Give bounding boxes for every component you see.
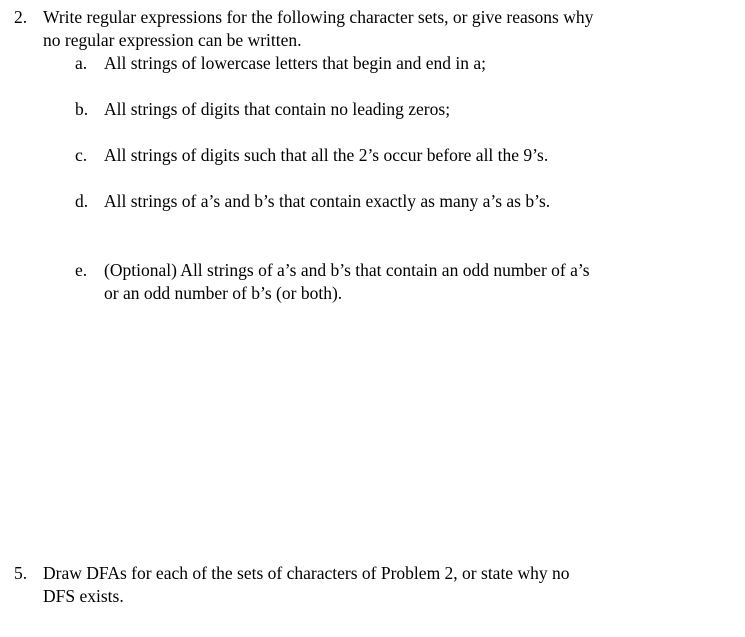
item-a-marker: a. bbox=[75, 53, 88, 73]
problem-2-text-line-2: no regular expression can be written. bbox=[43, 30, 302, 50]
problem-5-text-line-1: Draw DFAs for each of the sets of characters of Problem 2, or state why no bbox=[43, 563, 570, 583]
item-c-text: All strings of digits such that all the 2’s occur before all the 9’s. bbox=[104, 145, 549, 165]
problem-5-number: 5. bbox=[14, 563, 28, 583]
problem-2-number: 2. bbox=[14, 7, 28, 27]
item-c-marker: c. bbox=[75, 145, 88, 165]
problem-5-text-line-2: DFS exists. bbox=[43, 586, 124, 606]
item-e-text-line-1: (Optional) All strings of a’s and b’s that contain an odd number of a’s bbox=[104, 260, 590, 280]
item-d-marker: d. bbox=[75, 191, 89, 211]
item-b-marker: b. bbox=[75, 99, 89, 119]
item-b-text: All strings of digits that contain no leading zeros; bbox=[104, 99, 451, 119]
item-d-text: All strings of a’s and b’s that contain exactly as many a’s as b’s. bbox=[104, 191, 551, 211]
item-a-text: All strings of lowercase letters that begin and end in a; bbox=[104, 53, 486, 73]
problem-2-text-line-1: Write regular expressions for the following character sets, or give reasons why bbox=[43, 7, 594, 27]
item-e-text-line-2: or an odd number of b’s (or both). bbox=[104, 283, 343, 303]
item-e-marker: e. bbox=[75, 260, 88, 280]
